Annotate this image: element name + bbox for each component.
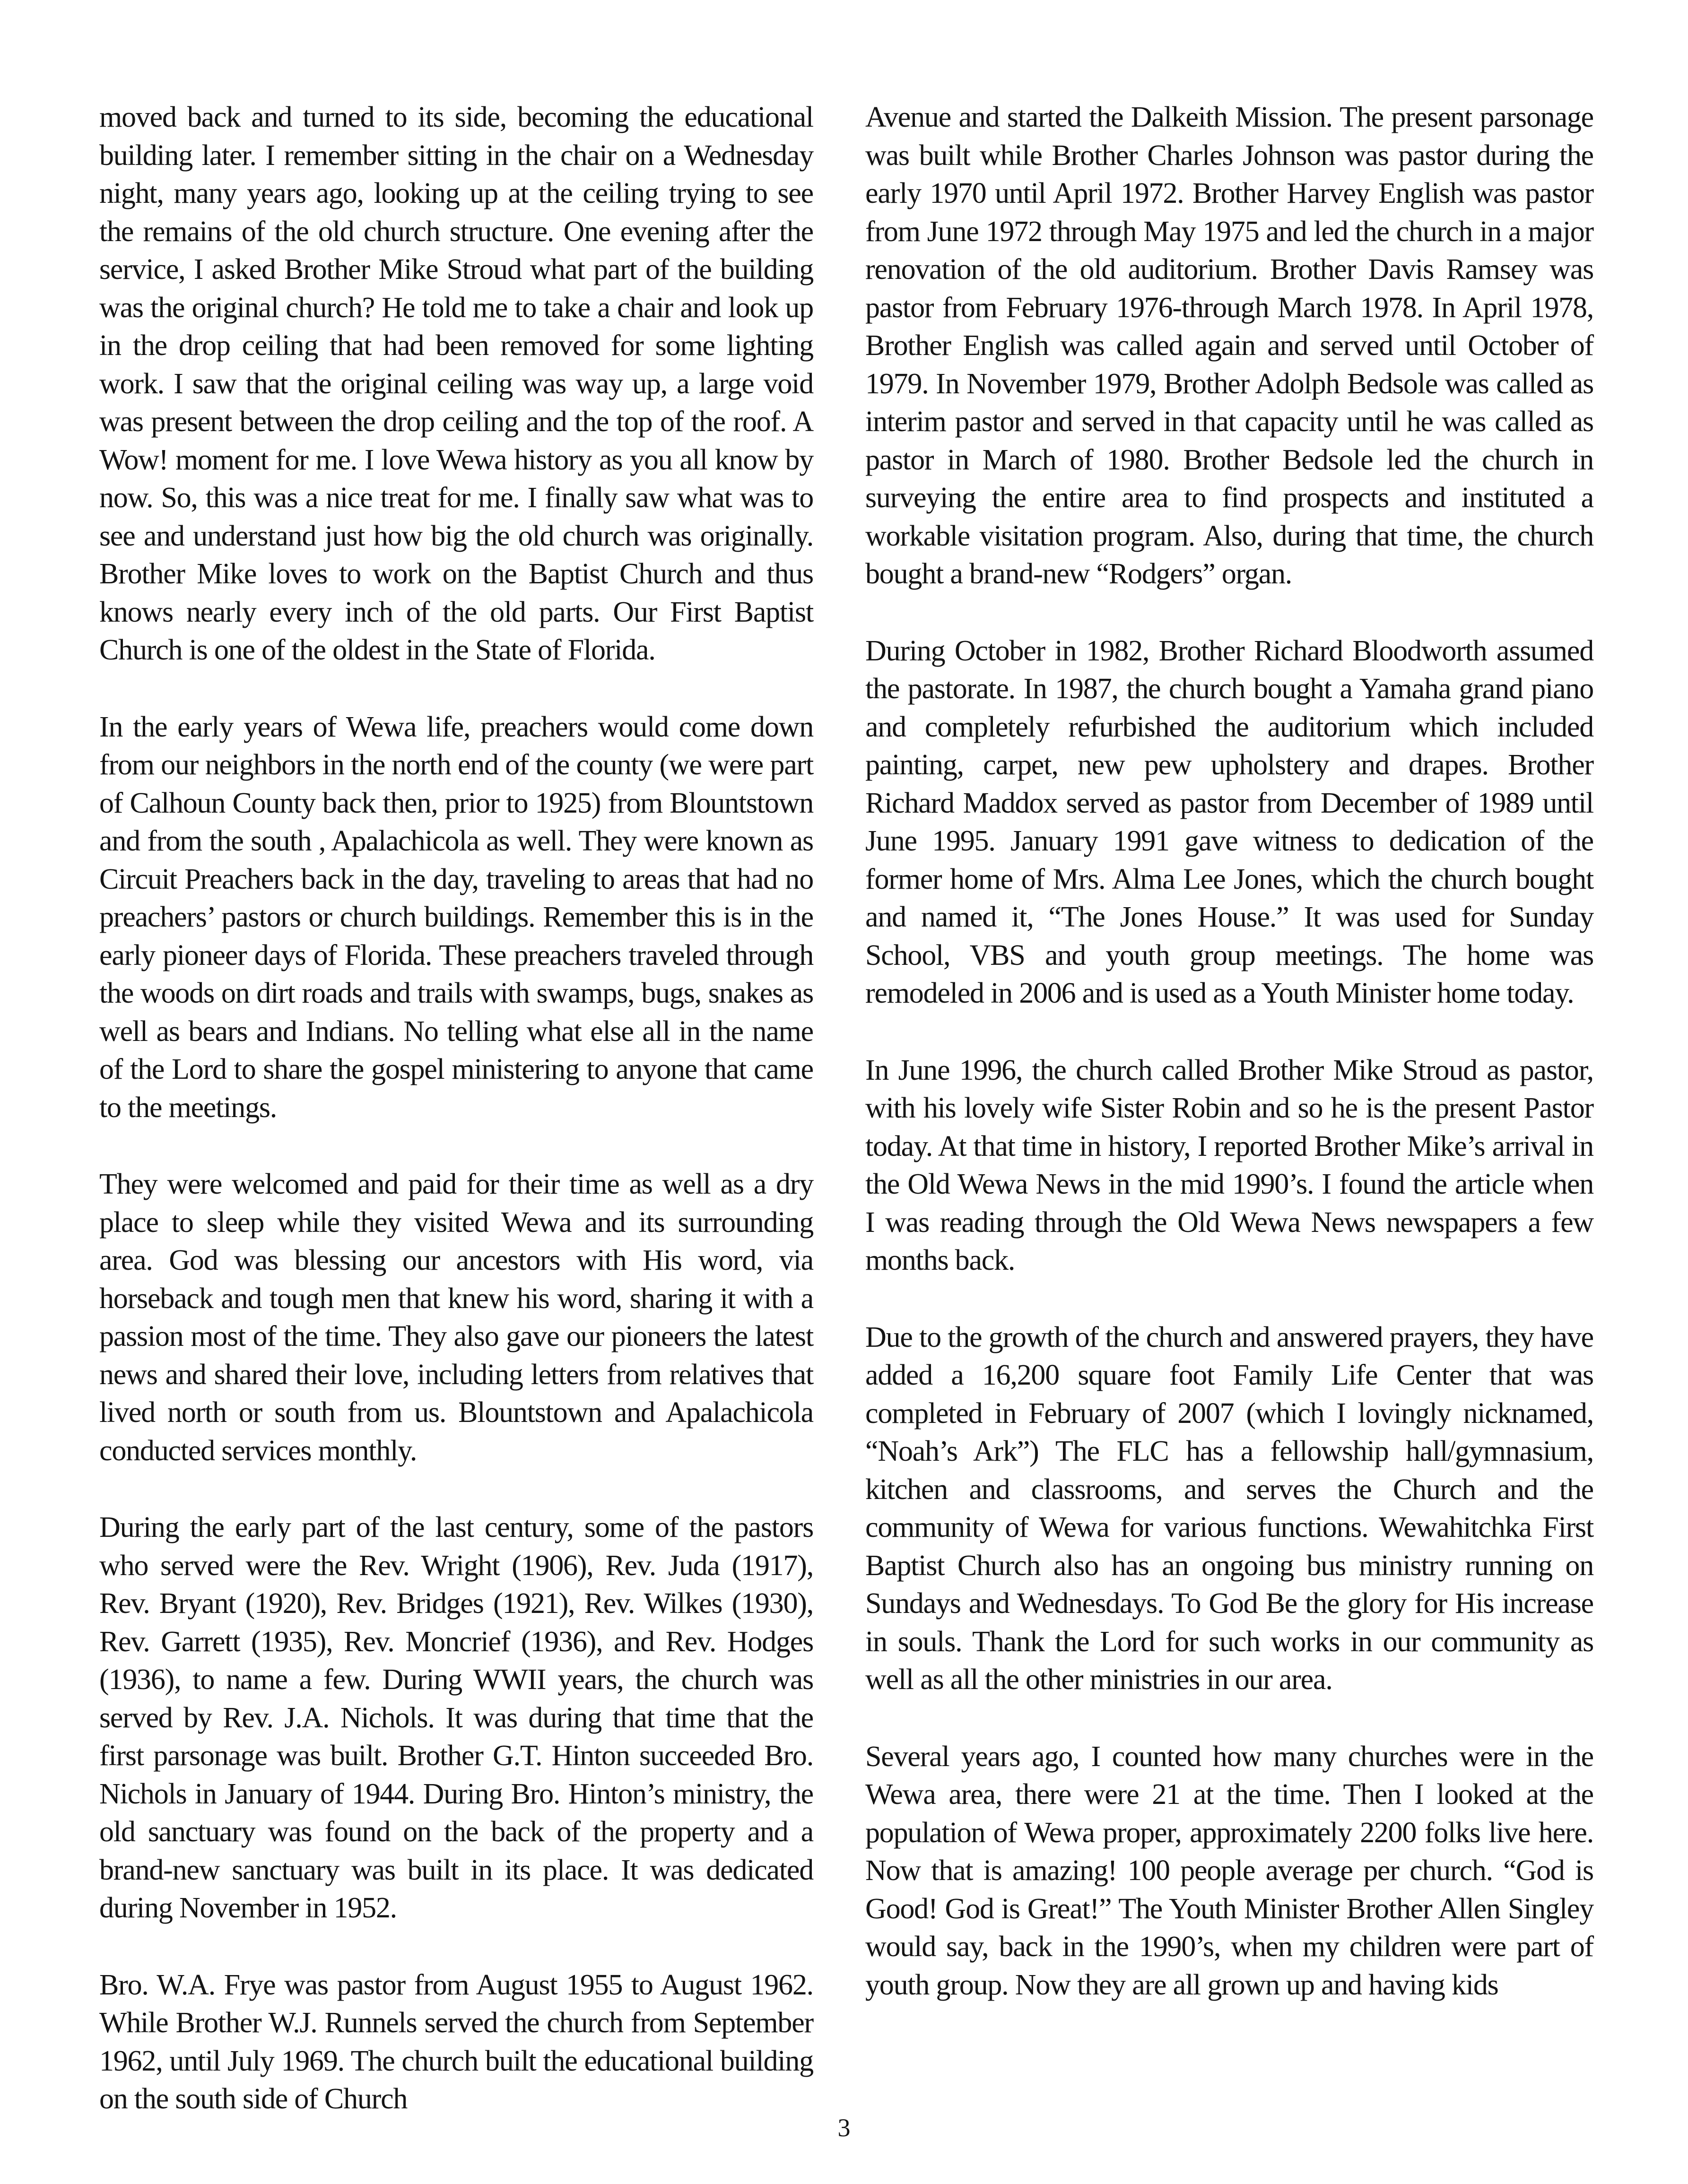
left-column <box>99 98 813 2118</box>
right-paragraph-4: Due to the growth of the church and answered prayers, they have added a 16,200 square foot Family Life Center that was completed in February of 2007 (which I lovingly nicknamed, “Noah’s Ark”) The FLC has a fellowship hall/gymnasium, kitchen and classrooms, and serves the Church and the community of Wewa for various functions. Wewahitchka First Baptist Church also has an ongoing bus ministry running on Sundays and Wednesdays. To God Be the glory for His increase in souls. Thank the Lord for such works in our community as well as all the other ministries in our area. <box>865 1321 1593 1696</box>
left-paragraph-1: moved back and turned to its side, becoming the educational building later. I remember sitting in the chair on a Wednesday night, many years ago, looking up at the ceiling trying to see the remains of the old church structure. One evening after the service, I asked Brother Mike Stroud what part of the building was the original church? He told me to take a chair and look up in the drop ceiling that had been removed for some lighting work. I saw that the original ceiling was way up, a large void was present between the drop ceiling and the top of the roof. A Wow! moment for me. I love Wewa history as you all know by now. So, this was a nice treat for me. I finally saw what was to see and understand just how big the old church was originally. Brother Mike loves to work on the Baptist Church and thus knows nearly every inch of the old parts. Our First Baptist Church is one of the oldest in the State of Florida. <box>99 101 813 666</box>
right-paragraph-1: Avenue and started the Dalkeith Mission. The present parsonage was built while Brother Charles Johnson was pastor during the early 1970 until April 1972. Brother Harvey English was pastor from June 1972 through May 1975 and led the church in a major renovation of the old auditorium. Brother Davis Ramsey was pastor from February 1976-through March 1978. In April 1978, Brother English was called again and served until October of 1979. In November 1979, Brother Adolph Bedsole was called as interim pastor and served in that capacity until he was called as pastor in March of 1980. Brother Bedsole led the church in surveying the entire area to find prospects and instituted a workable visitation program. Also, during that time, the church bought a brand-new “Rodgers” organ. <box>865 101 1593 590</box>
right-paragraph-5: Several years ago, I counted how many churches were in the Wewa area, there were 21 at the time. Then I looked at the population of Wewa proper, approximately 2200 folks live here. Now that is amazing! 100 people average per church. “God is Good! God is Great!” The Youth Minister Brother Allen Singley would say, back in the 1990’s, when my children were part of youth group. Now they are all grown up and having kids <box>865 1740 1593 2001</box>
left-paragraph-5: Bro. W.A. Frye was pastor from August 1955 to August 1962. While Brother W.J. Runnels served the church from September 1962, until July 1969. The church built the educational building on the south side of Church <box>99 1968 813 2115</box>
right-paragraph-3: In June 1996, the church called Brother Mike Stroud as pastor, with his lovely wife Sister Robin and so he is the present Pastor today. At that time in history, I reported Brother Mike’s arrival in the Old Wewa News in the mid 1990’s. I found the article when I was reading through the Old Wewa News newspapers a few months back. <box>865 1054 1593 1276</box>
left-paragraph-4: During the early part of the last century, some of the pastors who served were the Rev. Wright (1906), Rev. Juda (1917), Rev. Bryant (1920), Rev. Bridges (1921), Rev. Wilkes (1930), Rev. Garrett (1935), Rev. Moncrief (1936), and Rev. Hodges (1936), to name a few. During WWII years, the church was served by Rev. J.A. Nichols. It was during that time that the first parsonage was built. Brother G.T. Hinton succeeded Bro. Nichols in January of 1944. During Bro. Hinton’s ministry, the old sanctuary was found on the back of the property and a brand-new sanctuary was built in its place. It was dedicated during November in 1952. <box>99 1511 813 1924</box>
left-paragraph-3: They were welcomed and paid for their time as well as a dry place to sleep while they visited Wewa and its surrounding area. God was blessing our ancestors with His word, via horseback and tough men that knew his word, sharing it with a passion most of the time. They also gave our pioneers the latest news and shared their love, including letters from relatives that lived north or south from us. Blountstown and Apalachicola conducted services monthly. <box>99 1168 813 1467</box>
left-paragraph-2: In the early years of Wewa life, preachers would come down from our neighbors in the north end of the county (we were part of Calhoun County back then, prior to 1925) from Blountstown and from the south , Apalachicola as well. They were known as Circuit Preachers back in the day, traveling to areas that had no preachers’ pastors or church buildings. Remember this is in the early pioneer days of Florida. These preachers traveled through the woods on dirt roads and trails with swamps, bugs, snakes as well as bears and Indians. No telling what else all in the name of the Lord to share the gospel ministering to anyone that came to the meetings. <box>99 711 813 1124</box>
page-number: 3 <box>837 2114 851 2142</box>
right-column <box>865 98 1593 2004</box>
right-paragraph-2: During October in 1982, Brother Richard Bloodworth assumed the pastorate. In 1987, the church bought a Yamaha grand piano and completely refurbished the auditorium which included painting, carpet, new pew upholstery and drapes. Brother Richard Maddox served as pastor from December of 1989 until June 1995. January 1991 gave witness to dedication of the former home of Mrs. Alma Lee Jones, which the church bought and named it, “The Jones House.” It was used for Sunday School, VBS and youth group meetings. The home was remodeled in 2006 and is used as a Youth Minister home today. <box>865 634 1593 1009</box>
